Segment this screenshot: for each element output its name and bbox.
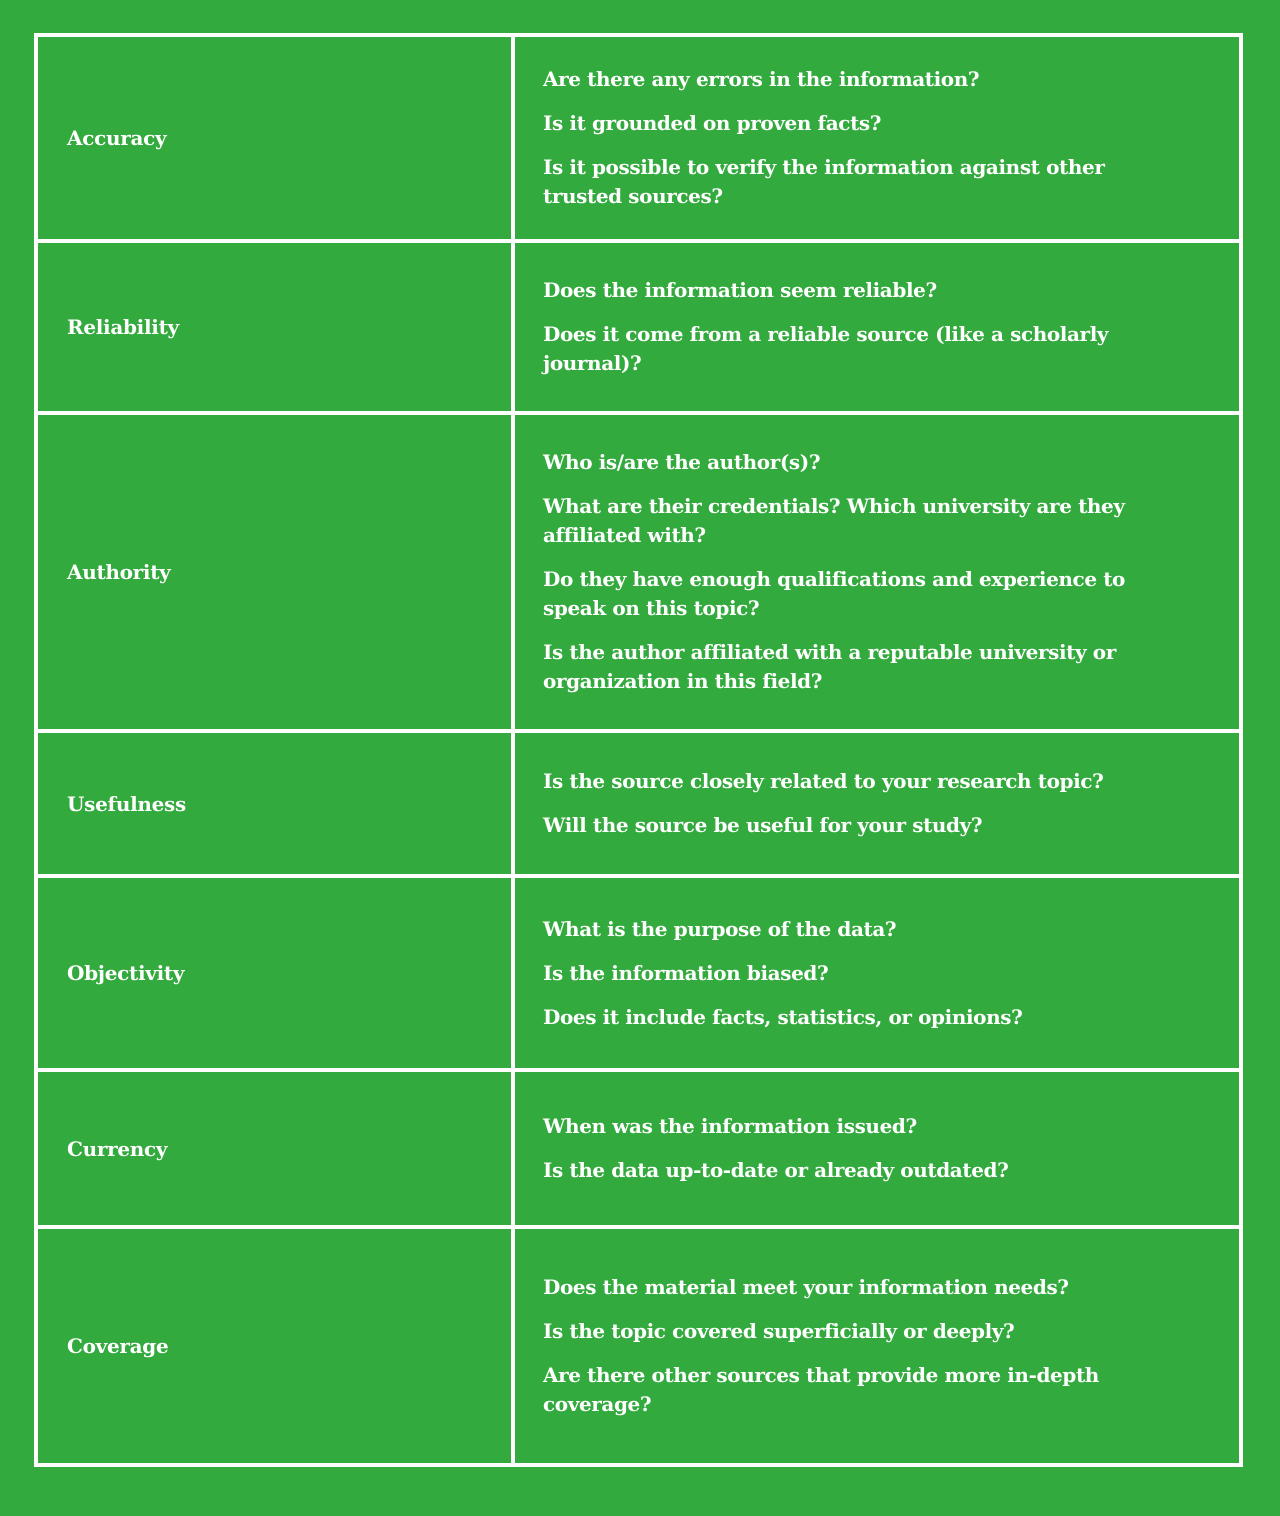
table-row-objectivity [36, 876, 1241, 1070]
table-row-coverage [36, 1227, 1241, 1465]
criterion-cell: Coverage [36, 1227, 513, 1465]
table-row-accuracy [36, 35, 1241, 241]
question-text: Are there other sources that provide more in-depth coverage? [543, 1363, 1099, 1416]
question-text: Does it include facts, statistics, or opinions? [543, 1004, 1023, 1029]
question-text: Does the information seem reliable? [543, 278, 937, 302]
question-text: Are there any errors in the information? [543, 67, 980, 91]
question-text: Will the source be useful for your study? [543, 813, 983, 837]
question-text: Is the data up-to-date or already outdated? [543, 1158, 1009, 1182]
source-evaluation-table [34, 33, 1243, 1467]
table-row-usefulness [36, 731, 1241, 876]
question-text: What are their credentials? Which university are they affiliated with? [543, 494, 1125, 547]
questions-cell [513, 1070, 1241, 1227]
questions-cell [513, 413, 1241, 731]
question-text: What is the purpose of the data? [543, 916, 897, 941]
criterion-cell: Usefulness [36, 731, 513, 876]
question-text: Is it grounded on proven facts? [543, 111, 882, 135]
table-row-authority [36, 413, 1241, 731]
questions-cell [513, 731, 1241, 876]
question-text: Is the author affiliated with a reputable university or organization in this field? [543, 640, 1116, 693]
criterion-cell: Currency [36, 1070, 513, 1227]
questions-cell [513, 241, 1241, 413]
questions-cell [513, 35, 1241, 241]
question-text: Is the information biased? [543, 960, 829, 985]
table-row-reliability [36, 241, 1241, 413]
questions-cell [513, 876, 1241, 1070]
question-text: Is the source closely related to your research topic? [543, 769, 1104, 793]
question-text: Does it come from a reliable source (like a scholarly journal)? [543, 322, 1109, 375]
question-text: Does the material meet your information needs? [543, 1275, 1069, 1299]
questions-cell [513, 1227, 1241, 1465]
table-body [36, 35, 1241, 1465]
criterion-cell: Authority [36, 413, 513, 731]
question-text: Is it possible to verify the information against other trusted sources? [543, 155, 1105, 208]
table-row-currency [36, 1070, 1241, 1227]
criterion-cell: Accuracy [36, 35, 513, 241]
criterion-cell: Objectivity [36, 876, 513, 1070]
question-text: When was the information issued? [543, 1114, 917, 1138]
criterion-cell: Reliability [36, 241, 513, 413]
question-text: Do they have enough qualifications and experience to speak on this topic? [543, 567, 1125, 620]
question-text: Who is/are the author(s)? [543, 450, 821, 474]
question-text: Is the topic covered superficially or deeply? [543, 1319, 1015, 1343]
